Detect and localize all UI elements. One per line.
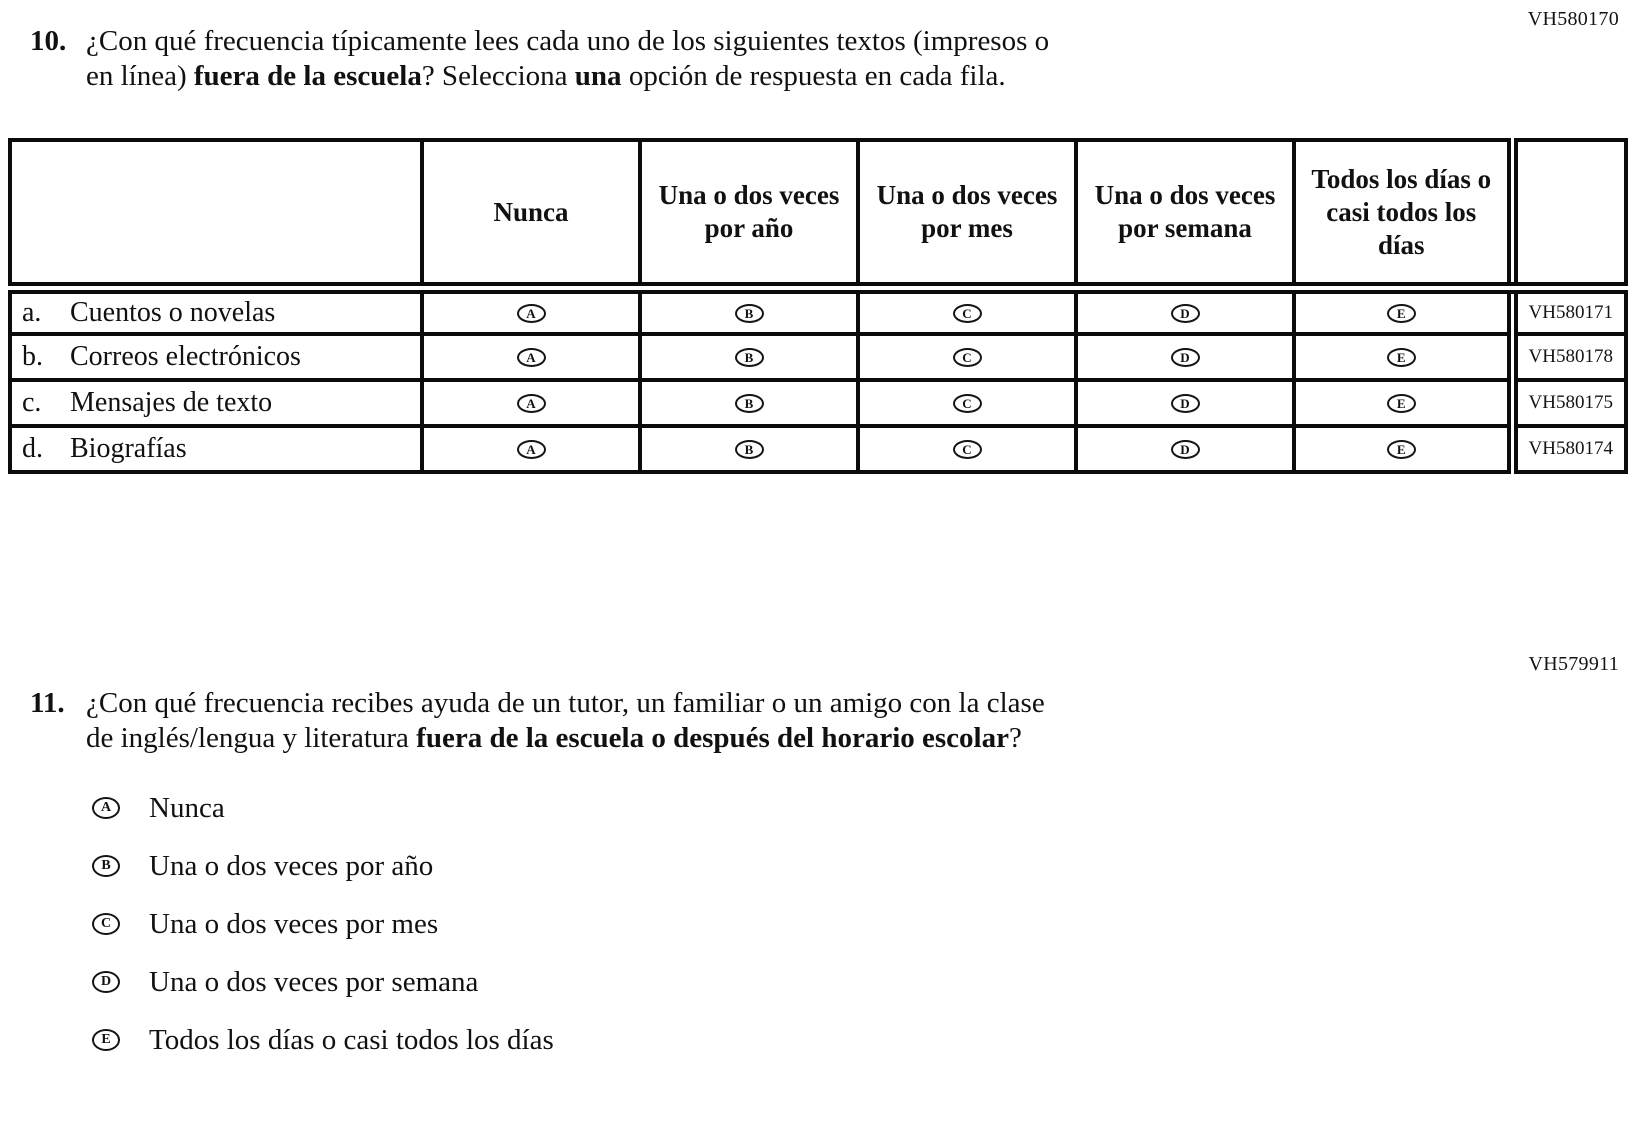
row-c-code: VH580175: [1512, 380, 1626, 426]
q10-row-a-bubble-E[interactable]: E: [1387, 304, 1416, 323]
row-c-cell-A: [422, 380, 640, 426]
q10-row-c-bubble-C[interactable]: C: [953, 394, 982, 413]
question-11-text-line2-post: ?: [1009, 722, 1022, 754]
q11-option-C-bubble[interactable]: C: [92, 913, 120, 935]
row-b-cell-D: [1076, 334, 1294, 380]
row-d-cell-A: [422, 426, 640, 472]
q10-header-ano: Una o dos veces por año: [640, 140, 858, 288]
row-b-cell-C: [858, 334, 1076, 380]
q10-row-a-bubble-C[interactable]: C: [953, 304, 982, 323]
q10-header-semana: Una o dos veces por semana: [1076, 140, 1294, 288]
q10-row-c-bubble-A[interactable]: A: [517, 394, 546, 413]
q10-row-c-bubble-B[interactable]: B: [735, 394, 764, 413]
row-d-cell-E: [1294, 426, 1512, 472]
q10-row-b-bubble-C[interactable]: C: [953, 348, 982, 367]
q10-header-nunca: Nunca: [422, 140, 640, 288]
q10-response-table: [8, 138, 1628, 474]
question-10-code: VH580170: [1527, 8, 1619, 30]
row-d-cell-C: [858, 426, 1076, 472]
q10-row-c-bubble-D[interactable]: D: [1171, 394, 1200, 413]
row-b-label: [10, 334, 422, 380]
q10-row-d-bubble-E[interactable]: E: [1387, 440, 1416, 459]
row-b-cell-B: [640, 334, 858, 380]
row-c-cell-D: [1076, 380, 1294, 426]
row-c-cell-E: [1294, 380, 1512, 426]
q11-option-A: [92, 788, 554, 828]
question-11: [30, 686, 1045, 756]
q11-option-C-label: Una o dos veces por mes: [149, 907, 439, 940]
q10-row-d-bubble-C[interactable]: C: [953, 440, 982, 459]
row-a-letter: a.: [22, 297, 42, 328]
row-b-cell-A: [422, 334, 640, 380]
table-row-b: [10, 334, 1626, 380]
question-10-text-bold2: una: [574, 60, 622, 92]
q11-option-A-bubble[interactable]: A: [92, 797, 120, 819]
row-d-text: Biografías: [70, 433, 187, 464]
row-c-cell-C: [858, 380, 1076, 426]
row-a-code: VH580171: [1512, 288, 1626, 334]
table-row-a: [10, 288, 1626, 334]
q11-option-E: [92, 1020, 554, 1060]
row-d-label: [10, 426, 422, 472]
q10-row-d-bubble-B[interactable]: B: [735, 440, 764, 459]
row-a-label: [10, 288, 422, 334]
row-a-cell-D: [1076, 288, 1294, 334]
row-a-cell-C: [858, 288, 1076, 334]
question-10-text: [86, 24, 1049, 94]
row-b-text: Correos electrónicos: [70, 341, 301, 372]
q10-table-header-row: [10, 140, 1626, 288]
row-c-label: [10, 380, 422, 426]
question-10: [30, 24, 1049, 94]
q10-header-todos: Todos los días o casi todos los días: [1294, 140, 1512, 288]
row-a-cell-A: [422, 288, 640, 334]
q11-option-E-bubble[interactable]: E: [92, 1029, 120, 1051]
q10-header-empty: [10, 140, 422, 288]
q10-row-d-bubble-A[interactable]: A: [517, 440, 546, 459]
q10-row-d-bubble-D[interactable]: D: [1171, 440, 1200, 459]
row-a-cell-E: [1294, 288, 1512, 334]
q11-option-B: [92, 846, 554, 886]
q10-row-b-bubble-E[interactable]: E: [1387, 348, 1416, 367]
row-a-cell-B: [640, 288, 858, 334]
row-c-cell-B: [640, 380, 858, 426]
row-b-cell-E: [1294, 334, 1512, 380]
table-row-d: [10, 426, 1626, 472]
q11-options-list: [92, 788, 554, 1078]
row-b-code: VH580178: [1512, 334, 1626, 380]
q10-row-a-bubble-A[interactable]: A: [517, 304, 546, 323]
q11-option-E-label: Todos los días o casi todos los días: [149, 1023, 554, 1056]
question-11-number: 11.: [30, 687, 65, 719]
question-11-code: VH579911: [1528, 653, 1619, 675]
question-10-number: 10.: [30, 25, 67, 57]
row-d-cell-D: [1076, 426, 1294, 472]
row-d-code: VH580174: [1512, 426, 1626, 472]
q10-row-b-bubble-D[interactable]: D: [1171, 348, 1200, 367]
question-10-text-line1: ¿Con qué frecuencia típicamente lees cada uno de los siguientes textos (impresos o: [86, 25, 1050, 57]
q10-header-code-column: [1512, 140, 1626, 288]
q11-option-D-label: Una o dos veces por semana: [149, 965, 479, 998]
q11-option-D: [92, 962, 554, 1002]
question-10-text-bold1: fuera de la escuela: [193, 60, 422, 92]
row-c-letter: c.: [22, 387, 42, 418]
question-10-text-line2-post: opción de respuesta en cada fila.: [621, 60, 1006, 92]
q10-row-a-bubble-D[interactable]: D: [1171, 304, 1200, 323]
q11-option-C: [92, 904, 554, 944]
q10-row-c-bubble-E[interactable]: E: [1387, 394, 1416, 413]
row-d-letter: d.: [22, 433, 43, 464]
question-11-text-line2-pre: de inglés/lengua y literatura: [86, 722, 417, 754]
question-10-text-line2-mid: ? Selecciona: [421, 60, 575, 92]
q11-option-D-bubble[interactable]: D: [92, 971, 120, 993]
q10-row-a-bubble-B[interactable]: B: [735, 304, 764, 323]
row-d-cell-B: [640, 426, 858, 472]
q10-header-mes: Una o dos veces por mes: [858, 140, 1076, 288]
q10-row-b-bubble-A[interactable]: A: [517, 348, 546, 367]
row-b-letter: b.: [22, 341, 43, 372]
table-row-c: [10, 380, 1626, 426]
question-10-text-line2-pre: en línea): [86, 60, 194, 92]
q11-option-B-label: Una o dos veces por año: [149, 849, 434, 882]
q11-option-B-bubble[interactable]: B: [92, 855, 120, 877]
q11-option-A-label: Nunca: [149, 791, 225, 824]
question-11-text-bold: fuera de la escuela o después del horario escolar: [416, 722, 1009, 754]
row-a-text: Cuentos o novelas: [70, 297, 276, 328]
q10-row-b-bubble-B[interactable]: B: [735, 348, 764, 367]
question-11-text-line1: ¿Con qué frecuencia recibes ayuda de un tutor, un familiar o un amigo con la clase: [86, 687, 1045, 719]
row-c-text: Mensajes de texto: [70, 387, 273, 418]
question-11-text: [86, 686, 1045, 756]
